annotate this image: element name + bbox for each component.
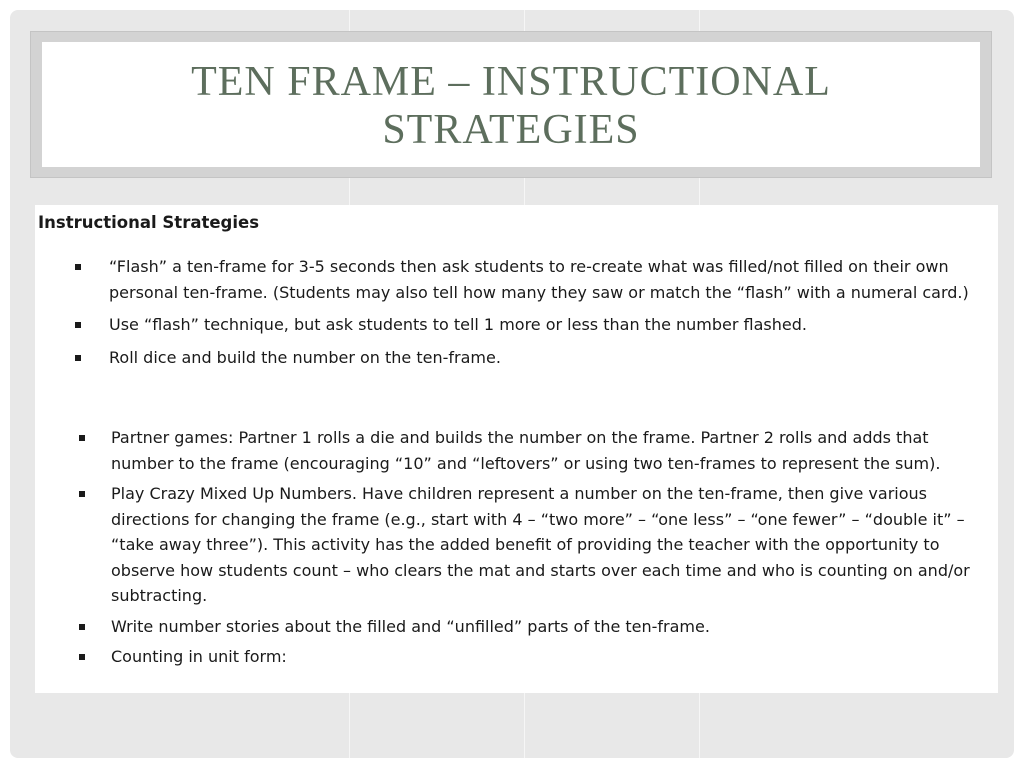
- list-item: [35, 644, 998, 670]
- list-item: [35, 481, 998, 609]
- square-bullet-icon: [79, 654, 85, 660]
- slide: [10, 10, 1014, 758]
- list-item: [35, 312, 998, 338]
- list-item: [35, 345, 998, 371]
- list-item: [35, 614, 998, 640]
- list-item: [35, 254, 998, 305]
- title-box: [42, 42, 980, 167]
- content-image-panel: [35, 205, 998, 693]
- square-bullet-icon: [75, 322, 81, 328]
- list-item-text: Use “flash” technique, but ask students to tell 1 more or less than the number flashed.: [109, 315, 807, 334]
- strategy-list-2: [35, 425, 998, 675]
- square-bullet-icon: [79, 435, 85, 441]
- list-item-text: Write number stories about the filled and “unfilled” parts of the ten-frame.: [111, 616, 710, 636]
- title-frame: [30, 31, 992, 178]
- slide-title: TEN FRAME – INSTRUCTIONAL STRATEGIES: [191, 58, 831, 153]
- square-bullet-icon: [79, 491, 85, 497]
- list-item-text: Partner games: Partner 1 rolls a die and builds the number on the frame. Partner 2 rolls and adds that number to the frame (encouraging “10” and “leftovers” or using two ten-frames to represent the sum).: [111, 428, 941, 473]
- square-bullet-icon: [79, 624, 85, 630]
- list-item-text: Roll dice and build the number on the ten-frame.: [109, 347, 501, 367]
- list-item-text: Play Crazy Mixed Up Numbers. Have children represent a number on the ten-frame, then give various directions for changing the frame (e.g., start with 4 – “two more” – “one less” – “one fewer” – “double it” – “take away three”). This activity has the added benefit of providing the teacher with the opportunity to observe how students count – who clears the mat and starts over each time and who is counting on and/or subtracting.: [111, 484, 970, 605]
- strategy-list-1: [35, 254, 998, 377]
- content-heading: Instructional Strategies: [38, 213, 260, 232]
- list-item-text: Counting in unit form:: [111, 647, 287, 666]
- list-item: [35, 425, 998, 476]
- square-bullet-icon: [75, 355, 81, 361]
- list-item-text: “Flash” a ten-frame for 3-5 seconds then ask students to re-create what was filled/not filled on their own personal ten-frame. (Students may also tell how many they saw or match the “flash” with a numeral card.): [109, 257, 969, 302]
- square-bullet-icon: [75, 264, 81, 270]
